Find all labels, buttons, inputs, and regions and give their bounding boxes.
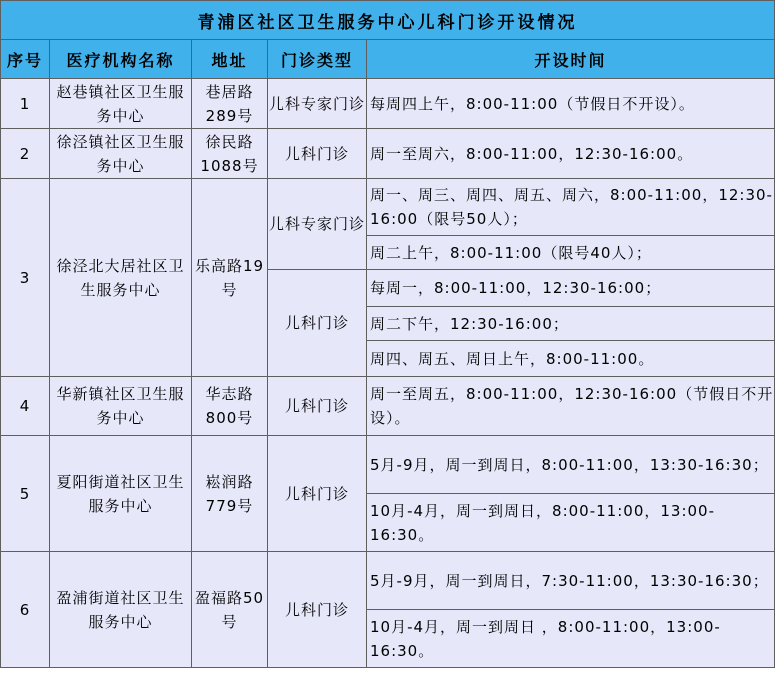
table-row	[1, 129, 775, 179]
hours-line: 周四、周五、周日上午，8:00-11:00。	[367, 341, 775, 377]
institution-name: 徐泾镇社区卫生服务中心	[50, 129, 192, 179]
hours-line: 周二下午，12:30-16:00；	[367, 307, 775, 341]
clinic-type: 儿科专家门诊	[268, 79, 367, 129]
address: 徐民路1088号	[192, 129, 268, 179]
row-number: 5	[1, 436, 50, 552]
institution-name: 徐泾北大居社区卫生服务中心	[50, 179, 192, 377]
clinic-type: 儿科门诊	[268, 270, 367, 377]
address: 华志路800号	[192, 377, 268, 436]
row-number: 4	[1, 377, 50, 436]
row-number: 2	[1, 129, 50, 179]
hours-line: 10月-4月，周一到周日，8:00-11:00，13:00-16:30。	[367, 494, 775, 552]
address: 盈福路50号	[192, 552, 268, 668]
title-row	[1, 1, 775, 40]
hours-line: 每周一，8:00-11:00，12:30-16:00；	[367, 270, 775, 307]
header-row	[1, 40, 775, 79]
row-number: 6	[1, 552, 50, 668]
table-row	[1, 377, 775, 436]
clinic-type: 儿科门诊	[268, 436, 367, 552]
table-title: 青浦区社区卫生服务中心儿科门诊开设情况	[1, 1, 775, 40]
header-hours: 开设时间	[367, 40, 775, 79]
hours-line: 每周四上午，8:00-11:00（节假日不开设）。	[367, 79, 775, 129]
row-number: 3	[1, 179, 50, 377]
address: 崧润路779号	[192, 436, 268, 552]
hours-line: 周一至周五，8:00-11:00，12:30-16:00（节假日不开设）。	[367, 377, 775, 436]
table-row	[1, 552, 775, 610]
address: 巷居路289号	[192, 79, 268, 129]
institution-name: 赵巷镇社区卫生服务中心	[50, 79, 192, 129]
hours-line: 5月-9月，周一到周日，8:00-11:00，13:30-16:30；	[367, 436, 775, 494]
clinic-type: 儿科门诊	[268, 129, 367, 179]
header-no: 序号	[1, 40, 50, 79]
hours-line: 5月-9月，周一到周日，7:30-11:00，13:30-16:30；	[367, 552, 775, 610]
clinic-type: 儿科专家门诊	[268, 179, 367, 270]
clinic-type: 儿科门诊	[268, 377, 367, 436]
clinic-type: 儿科门诊	[268, 552, 367, 668]
table-row	[1, 436, 775, 494]
row-number: 1	[1, 79, 50, 129]
table-row	[1, 79, 775, 129]
header-institution: 医疗机构名称	[50, 40, 192, 79]
hours-line: 周二上午，8:00-11:00（限号40人）；	[367, 236, 775, 270]
table-row	[1, 179, 775, 236]
header-address: 地址	[192, 40, 268, 79]
institution-name: 华新镇社区卫生服务中心	[50, 377, 192, 436]
header-clinic-type: 门诊类型	[268, 40, 367, 79]
hours-line: 10月-4月，周一到周日 ，8:00-11:00，13:00-16:30。	[367, 610, 775, 668]
hours-line: 周一至周六，8:00-11:00，12:30-16:00。	[367, 129, 775, 179]
address: 乐高路19号	[192, 179, 268, 377]
hours-line: 周一、周三、周四、周五、周六，8:00-11:00，12:30-16:00（限号50人）；	[367, 179, 775, 236]
institution-name: 夏阳街道社区卫生服务中心	[50, 436, 192, 552]
institution-name: 盈浦街道社区卫生服务中心	[50, 552, 192, 668]
